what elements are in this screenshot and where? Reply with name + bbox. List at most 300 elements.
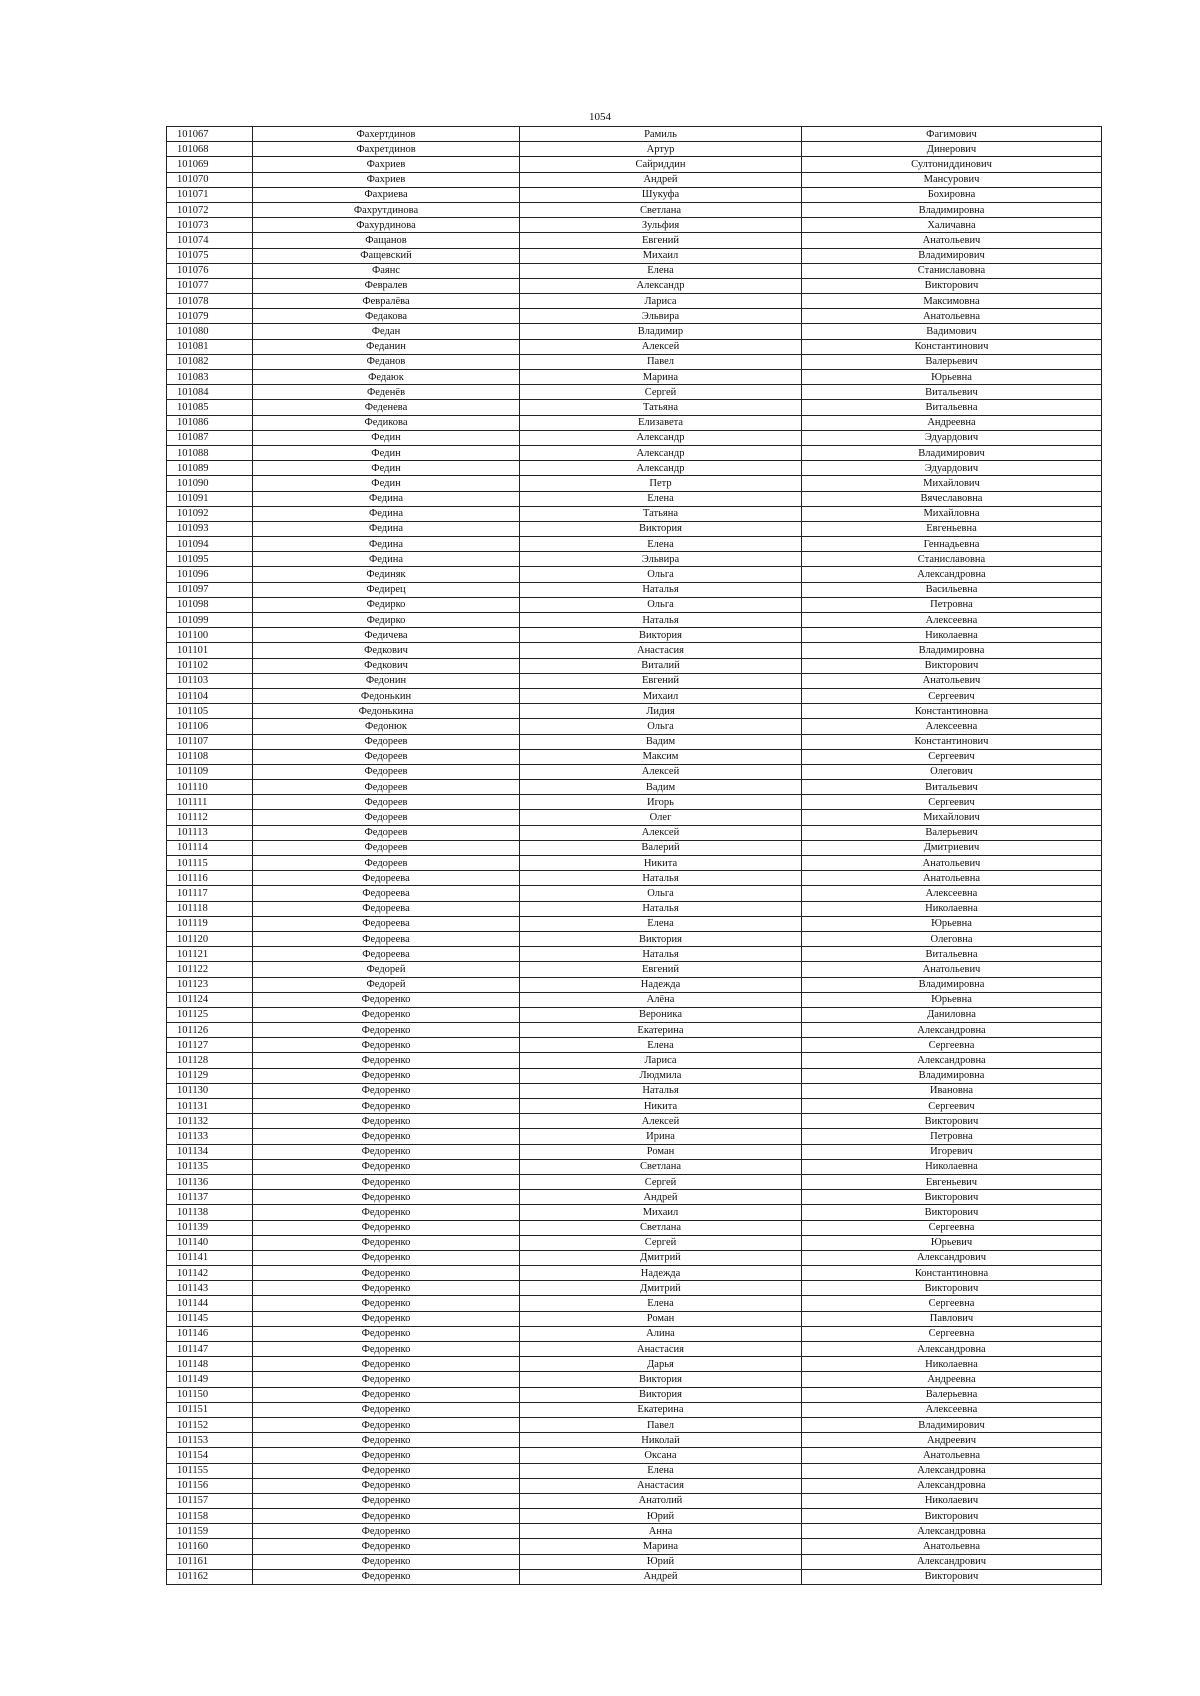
last-name-cell: Федикова (253, 415, 520, 430)
table-row (167, 643, 1102, 658)
table-row (167, 1402, 1102, 1417)
record-number-cell: 101086 (167, 415, 253, 430)
first-name-cell: Олег (520, 810, 802, 825)
table-row (167, 947, 1102, 962)
last-name-cell: Федоренко (253, 1296, 520, 1311)
first-name-cell: Елена (520, 537, 802, 552)
last-name-cell: Федин (253, 461, 520, 476)
patronymic-cell: Анатольевич (802, 673, 1102, 688)
record-number-cell: 101128 (167, 1053, 253, 1068)
first-name-cell: Никита (520, 1099, 802, 1114)
first-name-cell: Сергей (520, 1235, 802, 1250)
record-number-cell: 101144 (167, 1296, 253, 1311)
first-name-cell: Алексей (520, 825, 802, 840)
record-number-cell: 101098 (167, 597, 253, 612)
first-name-cell: Алексей (520, 1114, 802, 1129)
table-row (167, 1144, 1102, 1159)
table-row (167, 1463, 1102, 1478)
table-row (167, 795, 1102, 810)
last-name-cell: Федан (253, 324, 520, 339)
first-name-cell: Артур (520, 142, 802, 157)
patronymic-cell: Сергеевна (802, 1038, 1102, 1053)
last-name-cell: Федореева (253, 916, 520, 931)
first-name-cell: Михаил (520, 1205, 802, 1220)
table-row (167, 1478, 1102, 1493)
table-row (167, 613, 1102, 628)
patronymic-cell: Николаевна (802, 628, 1102, 643)
last-name-cell: Феденёв (253, 385, 520, 400)
table-row (167, 886, 1102, 901)
patronymic-cell: Владимировна (802, 202, 1102, 217)
table-row (167, 567, 1102, 582)
first-name-cell: Юрий (520, 1509, 802, 1524)
first-name-cell: Виктория (520, 1387, 802, 1402)
last-name-cell: Федоренко (253, 1023, 520, 1038)
patronymic-cell: Олеговна (802, 931, 1102, 946)
table-row (167, 370, 1102, 385)
last-name-cell: Федоренко (253, 1281, 520, 1296)
first-name-cell: Марина (520, 1539, 802, 1554)
record-number-cell: 101134 (167, 1144, 253, 1159)
patronymic-cell: Динерович (802, 142, 1102, 157)
patronymic-cell: Максимовна (802, 294, 1102, 309)
first-name-cell: Эльвира (520, 309, 802, 324)
last-name-cell: Федоренко (253, 1402, 520, 1417)
table-row (167, 202, 1102, 217)
table-row (167, 1569, 1102, 1584)
patronymic-cell: Петровна (802, 1129, 1102, 1144)
first-name-cell: Наталья (520, 1083, 802, 1098)
table-row (167, 1099, 1102, 1114)
last-name-cell: Федонюк (253, 719, 520, 734)
table-row (167, 916, 1102, 931)
record-number-cell: 101109 (167, 764, 253, 779)
first-name-cell: Виктория (520, 521, 802, 536)
patronymic-cell: Александровна (802, 567, 1102, 582)
table-row (167, 1159, 1102, 1174)
patronymic-cell: Александровна (802, 1524, 1102, 1539)
patronymic-cell: Сергеевич (802, 795, 1102, 810)
first-name-cell: Сергей (520, 385, 802, 400)
record-number-cell: 101070 (167, 172, 253, 187)
table-row (167, 780, 1102, 795)
first-name-cell: Светлана (520, 1220, 802, 1235)
record-number-cell: 101080 (167, 324, 253, 339)
table-row (167, 597, 1102, 612)
patronymic-cell: Викторович (802, 1205, 1102, 1220)
last-name-cell: Федореев (253, 795, 520, 810)
patronymic-cell: Андреевич (802, 1433, 1102, 1448)
last-name-cell: Федирко (253, 597, 520, 612)
last-name-cell: Феданин (253, 339, 520, 354)
first-name-cell: Наталья (520, 947, 802, 962)
last-name-cell: Февралев (253, 278, 520, 293)
last-name-cell: Федоренко (253, 1114, 520, 1129)
patronymic-cell: Алексеевна (802, 1402, 1102, 1417)
first-name-cell: Никита (520, 856, 802, 871)
table-row (167, 552, 1102, 567)
first-name-cell: Алексей (520, 339, 802, 354)
table-row (167, 1493, 1102, 1508)
record-number-cell: 101141 (167, 1250, 253, 1265)
table-row (167, 537, 1102, 552)
first-name-cell: Виктория (520, 628, 802, 643)
first-name-cell: Елена (520, 916, 802, 931)
last-name-cell: Федоренко (253, 1569, 520, 1584)
record-number-cell: 101105 (167, 704, 253, 719)
last-name-cell: Федкович (253, 658, 520, 673)
last-name-cell: Федина (253, 521, 520, 536)
first-name-cell: Вероника (520, 1007, 802, 1022)
page-number: 1054 (589, 111, 611, 123)
table-row (167, 1114, 1102, 1129)
record-number-cell: 101112 (167, 810, 253, 825)
last-name-cell: Федоренко (253, 1235, 520, 1250)
table-row (167, 1448, 1102, 1463)
record-number-cell: 101078 (167, 294, 253, 309)
roster-table (166, 126, 1102, 1585)
table-row (167, 1190, 1102, 1205)
first-name-cell: Марина (520, 370, 802, 385)
table-row (167, 1129, 1102, 1144)
table-row (167, 673, 1102, 688)
first-name-cell: Александр (520, 445, 802, 460)
first-name-cell: Дарья (520, 1357, 802, 1372)
last-name-cell: Федоренко (253, 1220, 520, 1235)
patronymic-cell: Эдуардович (802, 430, 1102, 445)
first-name-cell: Андрей (520, 1190, 802, 1205)
table-row (167, 430, 1102, 445)
patronymic-cell: Владимирович (802, 248, 1102, 263)
patronymic-cell: Валерьевич (802, 354, 1102, 369)
table-row (167, 324, 1102, 339)
table-row (167, 1220, 1102, 1235)
record-number-cell: 101107 (167, 734, 253, 749)
last-name-cell: Федореев (253, 856, 520, 871)
table-row (167, 658, 1102, 673)
last-name-cell: Фахриева (253, 187, 520, 202)
table-row (167, 931, 1102, 946)
first-name-cell: Татьяна (520, 506, 802, 521)
table-row (167, 461, 1102, 476)
last-name-cell: Федоренко (253, 1099, 520, 1114)
patronymic-cell: Константинович (802, 339, 1102, 354)
table-row (167, 1387, 1102, 1402)
first-name-cell: Наталья (520, 582, 802, 597)
patronymic-cell: Михайловна (802, 506, 1102, 521)
first-name-cell: Эльвира (520, 552, 802, 567)
last-name-cell: Федин (253, 445, 520, 460)
last-name-cell: Февралёва (253, 294, 520, 309)
first-name-cell: Наталья (520, 613, 802, 628)
record-number-cell: 101133 (167, 1129, 253, 1144)
table-row (167, 688, 1102, 703)
table-row (167, 992, 1102, 1007)
table-row (167, 1296, 1102, 1311)
last-name-cell: Фахурдинова (253, 218, 520, 233)
patronymic-cell: Николаевна (802, 1357, 1102, 1372)
patronymic-cell: Витальевна (802, 947, 1102, 962)
first-name-cell: Людмила (520, 1068, 802, 1083)
record-number-cell: 101126 (167, 1023, 253, 1038)
last-name-cell: Федоренко (253, 1174, 520, 1189)
record-number-cell: 101114 (167, 840, 253, 855)
first-name-cell: Евгений (520, 962, 802, 977)
first-name-cell: Оксана (520, 1448, 802, 1463)
patronymic-cell: Витальевич (802, 780, 1102, 795)
first-name-cell: Зульфия (520, 218, 802, 233)
table-row (167, 339, 1102, 354)
patronymic-cell: Валерьевич (802, 825, 1102, 840)
last-name-cell: Федоренко (253, 1357, 520, 1372)
table-row (167, 810, 1102, 825)
first-name-cell: Дмитрий (520, 1281, 802, 1296)
table-row (167, 1083, 1102, 1098)
record-number-cell: 101096 (167, 567, 253, 582)
first-name-cell: Алёна (520, 992, 802, 1007)
first-name-cell: Роман (520, 1144, 802, 1159)
patronymic-cell: Сергеевич (802, 1099, 1102, 1114)
first-name-cell: Екатерина (520, 1023, 802, 1038)
first-name-cell: Евгений (520, 233, 802, 248)
patronymic-cell: Вячеславовна (802, 491, 1102, 506)
patronymic-cell: Николаевна (802, 1159, 1102, 1174)
record-number-cell: 101115 (167, 856, 253, 871)
last-name-cell: Федоренко (253, 1326, 520, 1341)
first-name-cell: Светлана (520, 1159, 802, 1174)
record-number-cell: 101162 (167, 1569, 253, 1584)
record-number-cell: 101138 (167, 1205, 253, 1220)
last-name-cell: Федоренко (253, 1433, 520, 1448)
patronymic-cell: Петровна (802, 597, 1102, 612)
record-number-cell: 101137 (167, 1190, 253, 1205)
record-number-cell: 101139 (167, 1220, 253, 1235)
patronymic-cell: Викторович (802, 1114, 1102, 1129)
first-name-cell: Анна (520, 1524, 802, 1539)
last-name-cell: Федонькин (253, 688, 520, 703)
table-row (167, 157, 1102, 172)
table-row (167, 1266, 1102, 1281)
patronymic-cell: Юрьевна (802, 916, 1102, 931)
record-number-cell: 101099 (167, 613, 253, 628)
last-name-cell: Фахретдинов (253, 142, 520, 157)
patronymic-cell: Сергеевич (802, 688, 1102, 703)
last-name-cell: Федонькина (253, 704, 520, 719)
patronymic-cell: Николаевич (802, 1493, 1102, 1508)
table-row (167, 415, 1102, 430)
first-name-cell: Надежда (520, 977, 802, 992)
table-row (167, 1342, 1102, 1357)
first-name-cell: Ирина (520, 1129, 802, 1144)
table-row (167, 962, 1102, 977)
record-number-cell: 101089 (167, 461, 253, 476)
first-name-cell: Петр (520, 476, 802, 491)
last-name-cell: Федоренко (253, 1342, 520, 1357)
last-name-cell: Федоренко (253, 1007, 520, 1022)
first-name-cell: Ольга (520, 597, 802, 612)
last-name-cell: Федореев (253, 764, 520, 779)
first-name-cell: Виталий (520, 658, 802, 673)
patronymic-cell: Владимировна (802, 643, 1102, 658)
first-name-cell: Александр (520, 461, 802, 476)
patronymic-cell: Ивановна (802, 1083, 1102, 1098)
last-name-cell: Фахертдинов (253, 127, 520, 142)
patronymic-cell: Алексеевна (802, 719, 1102, 734)
first-name-cell: Анастасия (520, 643, 802, 658)
patronymic-cell: Анатольевич (802, 962, 1102, 977)
patronymic-cell: Витальевич (802, 385, 1102, 400)
record-number-cell: 101127 (167, 1038, 253, 1053)
patronymic-cell: Алексеевна (802, 613, 1102, 628)
table-row (167, 218, 1102, 233)
table-row (167, 1038, 1102, 1053)
record-number-cell: 101100 (167, 628, 253, 643)
first-name-cell: Александр (520, 430, 802, 445)
patronymic-cell: Владимирович (802, 445, 1102, 460)
last-name-cell: Федоренко (253, 1266, 520, 1281)
last-name-cell: Федина (253, 506, 520, 521)
last-name-cell: Федореев (253, 734, 520, 749)
last-name-cell: Федирко (253, 613, 520, 628)
patronymic-cell: Евгеньевна (802, 521, 1102, 536)
table-row (167, 1250, 1102, 1265)
record-number-cell: 101135 (167, 1159, 253, 1174)
patronymic-cell: Викторович (802, 1281, 1102, 1296)
patronymic-cell: Геннадьевна (802, 537, 1102, 552)
table-row (167, 172, 1102, 187)
record-number-cell: 101151 (167, 1402, 253, 1417)
first-name-cell: Павел (520, 1417, 802, 1432)
last-name-cell: Федин (253, 430, 520, 445)
last-name-cell: Федоренко (253, 1478, 520, 1493)
table-row (167, 1023, 1102, 1038)
record-number-cell: 101082 (167, 354, 253, 369)
record-number-cell: 101090 (167, 476, 253, 491)
first-name-cell: Павел (520, 354, 802, 369)
table-row (167, 734, 1102, 749)
patronymic-cell: Александровна (802, 1053, 1102, 1068)
first-name-cell: Анастасия (520, 1478, 802, 1493)
last-name-cell: Федореева (253, 947, 520, 962)
table-row (167, 704, 1102, 719)
last-name-cell: Федореев (253, 825, 520, 840)
last-name-cell: Федоренко (253, 1509, 520, 1524)
record-number-cell: 101087 (167, 430, 253, 445)
first-name-cell: Сергей (520, 1174, 802, 1189)
record-number-cell: 101101 (167, 643, 253, 658)
table-row (167, 628, 1102, 643)
first-name-cell: Рамиль (520, 127, 802, 142)
last-name-cell: Федореева (253, 901, 520, 916)
record-number-cell: 101067 (167, 127, 253, 142)
patronymic-cell: Александровна (802, 1023, 1102, 1038)
patronymic-cell: Анатольевич (802, 856, 1102, 871)
patronymic-cell: Николаевна (802, 901, 1102, 916)
first-name-cell: Александр (520, 278, 802, 293)
table-row (167, 856, 1102, 871)
table-row (167, 491, 1102, 506)
first-name-cell: Елена (520, 263, 802, 278)
table-row (167, 840, 1102, 855)
record-number-cell: 101085 (167, 400, 253, 415)
table-row (167, 263, 1102, 278)
first-name-cell: Михаил (520, 248, 802, 263)
patronymic-cell: Валерьевна (802, 1387, 1102, 1402)
table-row (167, 764, 1102, 779)
patronymic-cell: Анатольевна (802, 1448, 1102, 1463)
patronymic-cell: Сергеевна (802, 1326, 1102, 1341)
first-name-cell: Светлана (520, 202, 802, 217)
patronymic-cell: Сергеевич (802, 749, 1102, 764)
table-row (167, 1281, 1102, 1296)
first-name-cell: Виктория (520, 931, 802, 946)
last-name-cell: Федин (253, 476, 520, 491)
record-number-cell: 101116 (167, 871, 253, 886)
last-name-cell: Федирец (253, 582, 520, 597)
patronymic-cell: Константиновна (802, 704, 1102, 719)
last-name-cell: Федоренко (253, 1448, 520, 1463)
patronymic-cell: Анатольевич (802, 233, 1102, 248)
last-name-cell: Федоренко (253, 1068, 520, 1083)
last-name-cell: Федоренко (253, 992, 520, 1007)
patronymic-cell: Андреевна (802, 415, 1102, 430)
table-row (167, 871, 1102, 886)
table-row (167, 1326, 1102, 1341)
first-name-cell: Алина (520, 1326, 802, 1341)
first-name-cell: Вадим (520, 734, 802, 749)
last-name-cell: Федоренко (253, 1038, 520, 1053)
record-number-cell: 101104 (167, 688, 253, 703)
record-number-cell: 101121 (167, 947, 253, 962)
first-name-cell: Лариса (520, 1053, 802, 1068)
patronymic-cell: Анатольевна (802, 871, 1102, 886)
first-name-cell: Андрей (520, 1569, 802, 1584)
last-name-cell: Федореева (253, 886, 520, 901)
patronymic-cell: Сергеевна (802, 1296, 1102, 1311)
patronymic-cell: Александровна (802, 1478, 1102, 1493)
patronymic-cell: Константинович (802, 734, 1102, 749)
record-number-cell: 101117 (167, 886, 253, 901)
first-name-cell: Лариса (520, 294, 802, 309)
last-name-cell: Федоренко (253, 1159, 520, 1174)
patronymic-cell: Станиславовна (802, 263, 1102, 278)
first-name-cell: Елена (520, 491, 802, 506)
record-number-cell: 101075 (167, 248, 253, 263)
last-name-cell: Фахрутдинова (253, 202, 520, 217)
table-row (167, 521, 1102, 536)
record-number-cell: 101088 (167, 445, 253, 460)
first-name-cell: Виктория (520, 1372, 802, 1387)
first-name-cell: Шукуфа (520, 187, 802, 202)
record-number-cell: 101077 (167, 278, 253, 293)
last-name-cell: Федореев (253, 840, 520, 855)
patronymic-cell: Викторович (802, 278, 1102, 293)
record-number-cell: 101160 (167, 1539, 253, 1554)
table-row (167, 278, 1102, 293)
table-row (167, 825, 1102, 840)
last-name-cell: Федичева (253, 628, 520, 643)
table-row (167, 1053, 1102, 1068)
record-number-cell: 101108 (167, 749, 253, 764)
table-row (167, 1174, 1102, 1189)
record-number-cell: 101152 (167, 1417, 253, 1432)
patronymic-cell: Бохировна (802, 187, 1102, 202)
record-number-cell: 101145 (167, 1311, 253, 1326)
first-name-cell: Андрей (520, 172, 802, 187)
table-row (167, 1539, 1102, 1554)
record-number-cell: 101076 (167, 263, 253, 278)
record-number-cell: 101153 (167, 1433, 253, 1448)
